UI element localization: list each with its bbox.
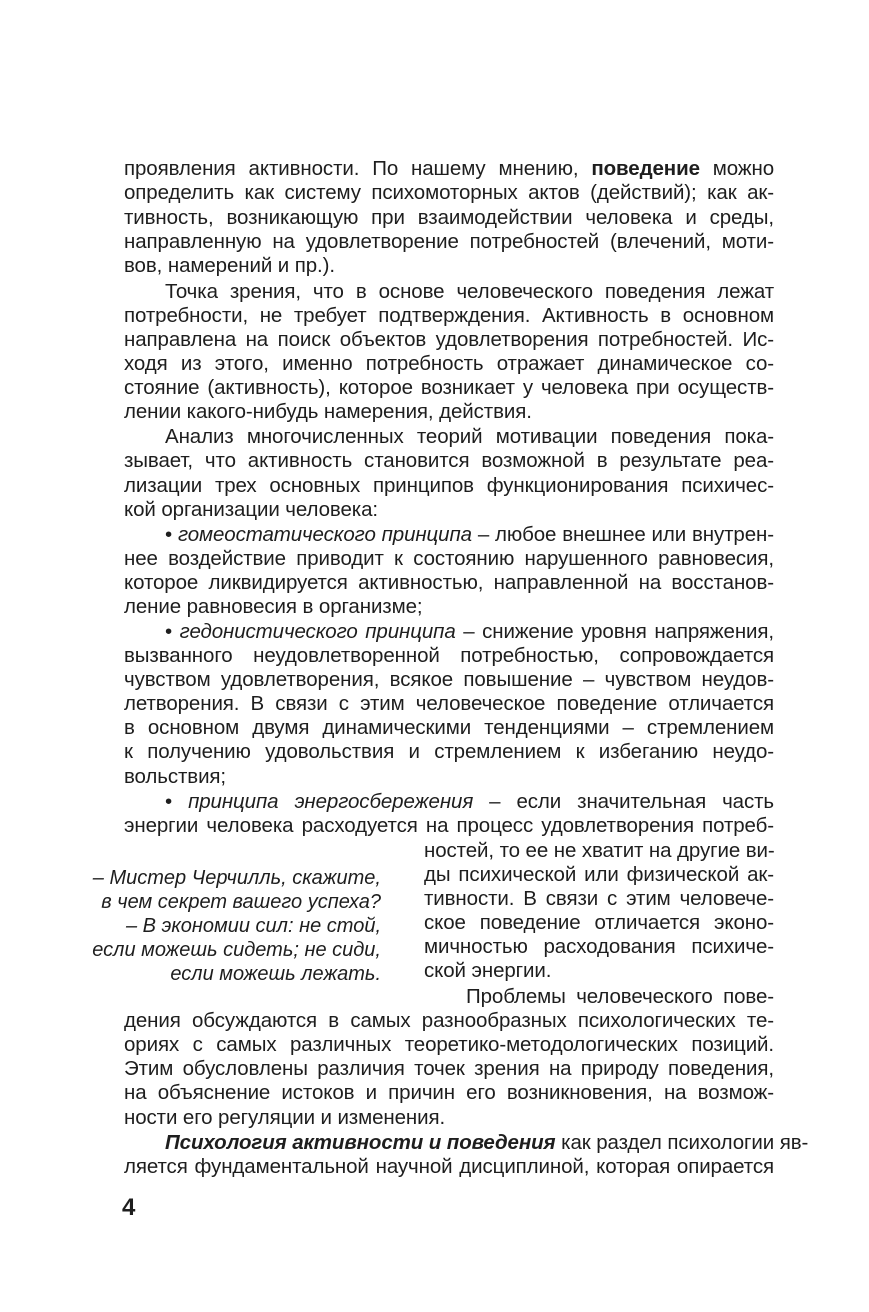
text-line: направлена на поиск объектов удовлетворения потребностей. Ис- — [124, 328, 774, 351]
text-run: – если значительная часть — [473, 790, 774, 813]
text-line: ностей, то ее не хватит на другие ви- — [424, 839, 775, 862]
text-line: летворения. В связи с этим человеческое поведение отличается — [124, 692, 774, 715]
text-line: стояние (активность), которое возникает у человека при осуществ- — [124, 376, 774, 399]
text-line: определить как систему психомоторных актов (действий); как ак- — [124, 181, 774, 204]
text-line: Проблемы человеческого пове- — [466, 985, 774, 1008]
bullet-icon: • — [165, 790, 189, 813]
text-line: тивность, возникающую при взаимодействии человека и среды, — [124, 206, 774, 229]
page-number: 4 — [122, 1194, 136, 1221]
text-line: которое ликвидируется активностью, направленной на восстанов- — [124, 571, 774, 594]
text-run: – снижение уровня напряжения, — [455, 620, 774, 643]
text-run: – любое внешнее или внутрен- — [471, 523, 774, 546]
text-line: чувством удовлетворения, всякое повышение – чувством неудов- — [124, 668, 774, 691]
text-line: ское поведение отличается эконо- — [424, 911, 774, 934]
text-line — [124, 157, 774, 181]
text-run: как раздел психологии яв- — [555, 1131, 809, 1154]
bullet-line — [165, 523, 774, 547]
text-run: можно — [699, 157, 774, 180]
text-line: лении какого-нибудь намерения, действия. — [124, 400, 532, 423]
text-line: ской энергии. — [424, 959, 552, 982]
text-line: лизации трех основных принципов функционирования психичес- — [124, 474, 774, 497]
text-line: в основном двумя динамическими тенденциями – стремлением — [124, 716, 774, 739]
text-line: к получению удовольствия и стремлением к избеганию неудо- — [124, 740, 774, 763]
text-run: проявления активности. По нашему мнению, — [124, 157, 592, 180]
text-line: ориях с самых различных теоретико-методологических позиций. — [124, 1033, 774, 1056]
text-line: Точка зрения, что в основе человеческого поведения лежат — [165, 280, 774, 303]
bullet-icon: • — [165, 620, 180, 643]
text-line: направленную на удовлетворение потребностей (влечений, моти- — [124, 230, 774, 253]
quote-line: если можешь лежать. — [170, 963, 381, 985]
text-line: вызванного неудовлетворенной потребностью, сопровождается — [124, 644, 774, 667]
italic-term: принципа энергосбережения — [188, 790, 474, 813]
text-line: потребности, не требует подтверждения. Активность в основном — [124, 304, 774, 327]
text-line: энергии человека расходуется на процесс удовлетворения потреб- — [124, 814, 774, 837]
text-line: дения обсуждаются в самых разнообразных психологических те- — [124, 1009, 774, 1032]
text-line: ляется фундаментальной научной дисциплиной, которая опирается — [124, 1155, 774, 1178]
bullet-line — [165, 790, 774, 814]
text-line: на объяснение истоков и причин его возникновения, на возмож- — [124, 1081, 774, 1104]
text-line: Анализ многочисленных теорий мотивации поведения пока- — [165, 425, 774, 448]
text-line: нее воздействие приводит к состоянию нарушенного равновесия, — [124, 547, 774, 570]
bold-italic-term: Психология активности и поведения — [165, 1131, 556, 1154]
bullet-icon: • — [165, 523, 178, 546]
text-line: ности его регуляции и изменения. — [124, 1106, 446, 1129]
text-line: вов, намерений и пр.). — [124, 254, 335, 277]
quote-line: в чем секрет вашего успеха? — [101, 891, 381, 913]
text-line: ление равновесия в организме; — [124, 595, 423, 618]
text-line: мичностью расходования психиче- — [424, 935, 774, 958]
bullet-line — [165, 620, 774, 644]
quote-line: – Мистер Черчилль, скажите, — [92, 867, 381, 889]
text-line: ды психической или физической ак- — [424, 863, 774, 886]
quote-line: – В экономии сил: не стой, — [125, 915, 381, 937]
text-line: вольствия; — [124, 765, 227, 788]
text-line: ходя из этого, именно потребность отражает динамическое со- — [124, 352, 774, 375]
text-line: Этим обусловлены различия точек зрения на природу поведения, — [124, 1057, 774, 1080]
bold-term: поведение — [591, 157, 700, 180]
quote-line: если можешь сидеть; не сиди, — [92, 939, 381, 961]
italic-term: гедонистического принципа — [179, 620, 456, 643]
text-line — [165, 1131, 809, 1155]
text-line: тивности. В связи с этим человече- — [424, 887, 774, 910]
text-line: кой организации человека: — [124, 498, 378, 521]
italic-term: гомеостатического принципа — [177, 523, 472, 546]
text-line: зывает, что активность становится возможной в результате реа- — [124, 449, 774, 472]
